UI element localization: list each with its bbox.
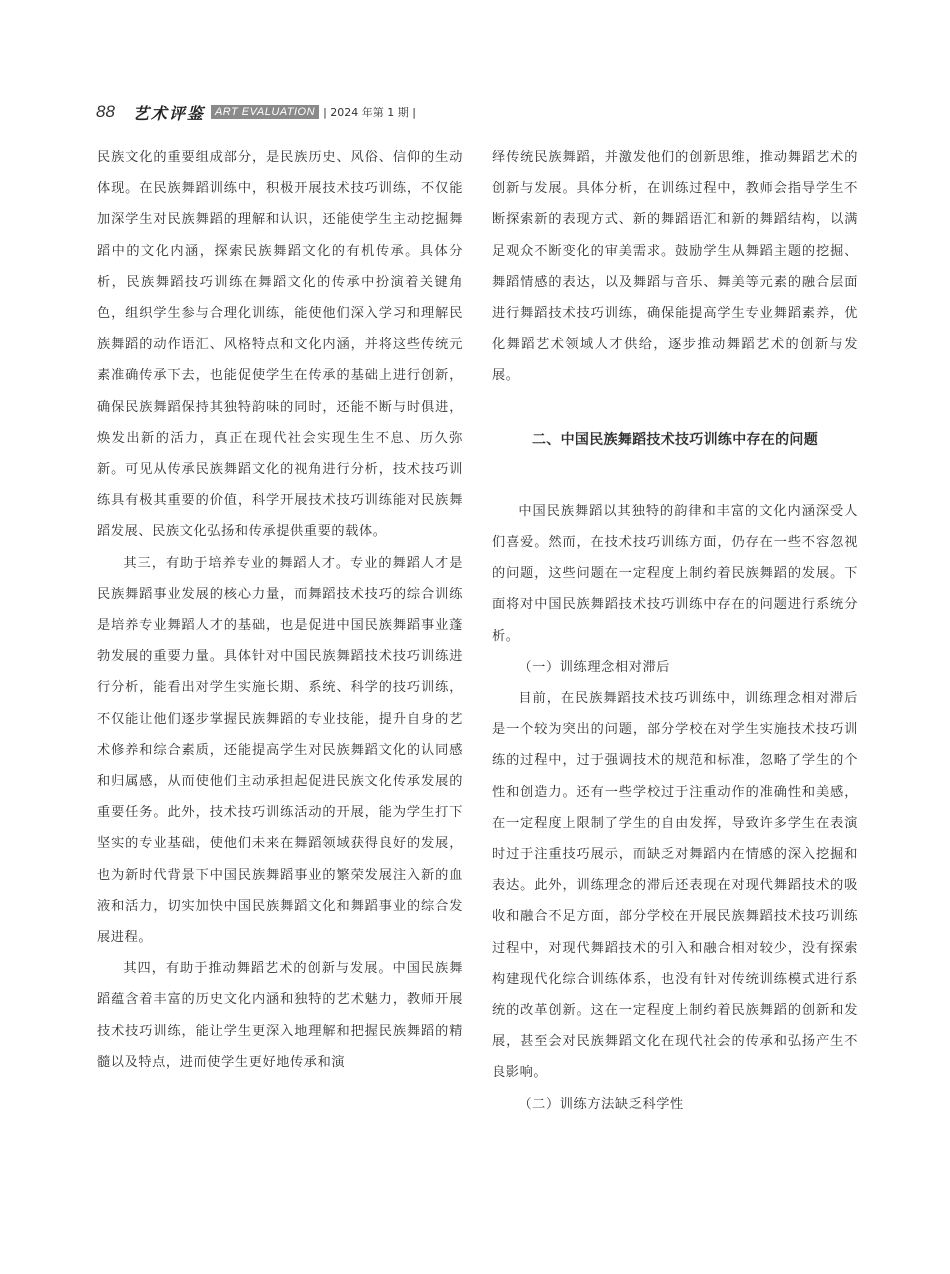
right-column	[492, 142, 858, 1120]
journal-english-name: ART EVALUATION	[211, 105, 319, 119]
subsection-heading: （一）训练理念相对滞后	[518, 659, 671, 675]
issue-info: | 2024 年第 1 期 |	[323, 106, 416, 119]
paragraph: 目前，在民族舞蹈技术技巧训练中，训练理念相对滞后是一个较为突出的问题，部分学校在对学生实施技术技巧训练的过程中，过于强调技术的规范和标准，忽略了学生的个性和创造力。还有一些学校过于注重动作的准确性和美感，在一定程度上限制了学生的自由发挥，导致许多学生在表演时过于注重技巧展示，而缺乏对舞蹈内在情感的深入挖掘和表达。此外，训练理念的滞后还表现在对现代舞蹈技术的吸收和融合不足方面，部分学校在开展民族舞蹈技术技巧训练过程中，对现代舞蹈技术的引入和融合相对较少，没有探索构建现代化综合训练体系，也没有针对传统训练模式进行系统的改革创新。这在一定程度上制约着民族舞蹈的创新和发展，甚至会对民族舞蹈文化在现代社会的传承和弘扬产生不良影响。	[492, 691, 858, 1081]
subsection-heading: （二）训练方法缺乏科学性	[518, 1096, 684, 1112]
paragraph: 民族文化的重要组成部分，是民族历史、风俗、信仰的生动体现。在民族舞蹈训练中，积极开展技术技巧训练，不仅能加深学生对民族舞蹈的理解和认识，还能使学生主动挖掘舞蹈中的文化内涵，探索民族舞蹈文化的有机传承。具体分析，民族舞蹈技巧训练在舞蹈文化的传承中扮演着关键角色，组织学生参与合理化训练，能使他们深入学习和理解民族舞蹈的动作语汇、风格特点和文化内涵，并将这些传统元素准确传承下去，也能促使学生在传承的基础上进行创新，确保民族舞蹈保持其独特韵味的同时，还能不断与时俱进，焕发出新的活力，真正在现代社会实现生生不息、历久弥新。可见从传承民族舞蹈文化的视角进行分析，技术技巧训练具有极其重要的价值，科学开展技术技巧训练能对民族舞蹈发展、民族文化弘扬和传承提供重要的载体。	[97, 150, 463, 540]
journal-logo: 艺术评鉴	[132, 103, 205, 123]
page-header	[96, 100, 416, 124]
left-column	[97, 142, 463, 1078]
paragraph: 其三，有助于培养专业的舞蹈人才。专业的舞蹈人才是民族舞蹈事业发展的核心力量，而舞蹈技术技巧的综合训练是培养专业舞蹈人才的基础，也是促进中国民族舞蹈事业蓬勃发展的重要力量。具体针对中国民族舞蹈技术技巧训练进行分析，能看出对学生实施长期、系统、科学的技巧训练，不仅能让他们逐步掌握民族舞蹈的专业技能，提升自身的艺术修养和综合素质，还能提高学生对民族舞蹈文化的认同感和归属感，从而使他们主动承担起促进民族文化传承发展的重要任务。此外，技术技巧训练活动的开展，能为学生打下坚实的专业基础，使他们未来在舞蹈领域获得良好的发展，也为新时代背景下中国民族舞蹈事业的繁荣发展注入新的血液和活力，切实加快中国民族舞蹈文化和舞蹈事业的综合发展进程。	[97, 555, 463, 946]
page-number: 88	[96, 102, 115, 121]
paragraph: 中国民族舞蹈以其独特的韵律和丰富的文化内涵深受人们喜爱。然而，在技术技巧训练方面，仍存在一些不容忽视的问题，这些问题在一定程度上制约着民族舞蹈的发展。下面将对中国民族舞蹈技术技巧训练中存在的问题进行系统分析。	[492, 503, 858, 644]
paragraph: 绎传统民族舞蹈，并激发他们的创新思维，推动舞蹈艺术的创新与发展。具体分析，在训练过程中，教师会指导学生不断探索新的表现方式、新的舞蹈语汇和新的舞蹈结构，以满足观众不断变化的审美需求。鼓励学生从舞蹈主题的挖掘、舞蹈情感的表达，以及舞蹈与音乐、舞美等元素的融合层面进行舞蹈技术技巧训练，确保能提高学生专业舞蹈素养，优化舞蹈艺术领域人才供给，逐步推动舞蹈艺术的创新与发展。	[492, 150, 858, 384]
paragraph: 其四，有助于推动舞蹈艺术的创新与发展。中国民族舞蹈蕴含着丰富的历史文化内涵和独特的艺术魅力，教师开展技术技巧训练，能让学生更深入地理解和把握民族舞蹈的精髓以及特点，进而使学生更好地传承和演	[97, 961, 463, 1070]
section-heading: 二、中国民族舞蹈技术技巧训练中存在的问题	[532, 431, 818, 448]
